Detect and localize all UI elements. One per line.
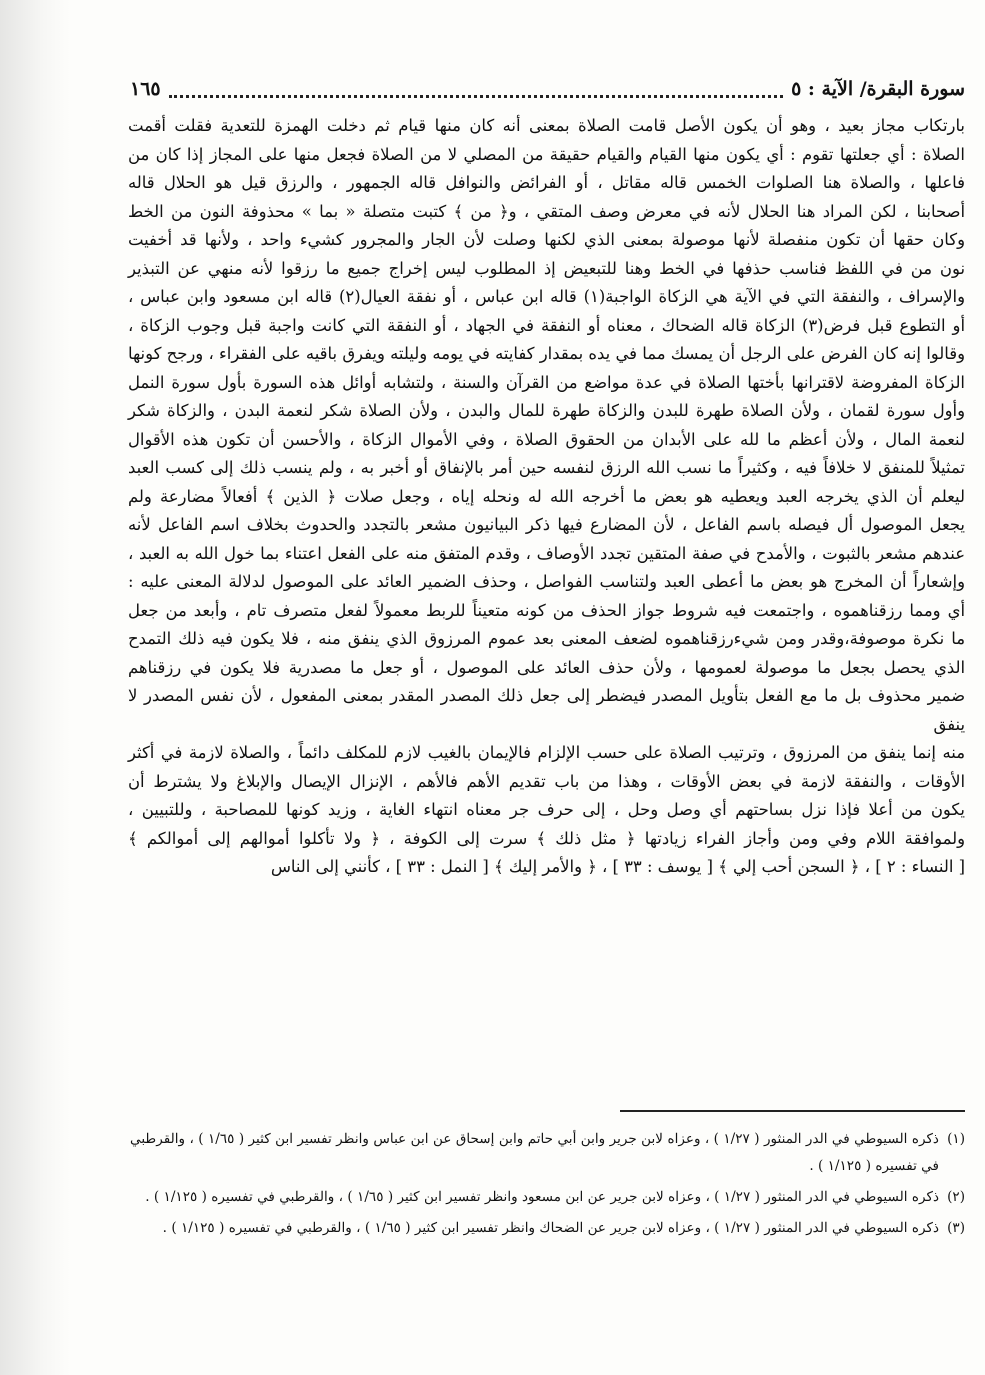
text-line: [ النساء : ٢ ] ، ﴿ السجن أحب إلي ﴾ [ يوسف : ٣٣ ] ، ﴿ والأمر إليك ﴾ [ النمل : ٣٣ ] ، كأنني إلى الناس (270, 857, 965, 876)
text-line: أي ومما رزقناهموه ، واجتمعت فيه شروط جواز الحذف من كونه متعيناً للربط معمولاً لفعل متصرف تام ، وأبعد من جعل (128, 600, 965, 620)
text-line: الذي يحصل بجعل ما موصولة لعمومها ، ولأن حذف العائد على الموصول ، أو جعل ما مصدرية فلا يكون في رزقناهم (128, 657, 965, 677)
text-line: ما نكرة موصوفة،وقدر ومن شيءرزقناهموه لضعف المعنى بعد عموم المرزوق الذي ينفق منه ، فلا يكون فيه ذلك التمدح (128, 629, 965, 648)
footnote-number: (٣) (947, 1220, 965, 1236)
text-line: أصحابنا ، لكن المراد هنا الحلال لأنه في معرض وصف المتقي ، و﴿ من ﴾ كتبت متصلة « بما » محذوفة النون من الخط (128, 201, 965, 221)
footnote-text: ذكره السيوطي في الدر المنثور ( ١/٢٧ ) ، وعزاه لابن جرير وابن أبي حاتم وابن إسحاق عن ابن عباس وانظر تفسير ابن كثير ( ١/٦٥ ) ، والقرطبي في تفسيره ( ١/١٢٥ ) . (130, 1131, 939, 1174)
text-line: وأول سورة لقمان ، ولأن الصلاة طهرة للبدن والزكاة طهرة للمال والبدن ، ولأن الصلاة شكر لنعمة البدن ، والزكاة شكر (128, 401, 965, 420)
text-line: أو التطوع قبل فرض(٣) الزكاة قاله الضحاك ، معناه أو النفقة في الجهاد ، أو النفقة التي كانت واجبة قبل وجوب الزكاة ، (128, 315, 965, 335)
text-line: نون من في اللفظ فناسب حذفها في الخط وهنا للتبعيض إذ المطلوب ليس إخراج جميع ما رزقوا لأنه منهي عن التبذير (128, 258, 966, 278)
text-line: بارتكاب مجاز بعيد ، وهو أن يكون الأصل قامت الصلاة بمعنى أنه كان منها قيام ثم دخلت الهمزة للتعدية فقلت أقمت (128, 116, 965, 135)
text-line: لنعمة المال ، ولأن أعظم ما لله على الأبدان من الحقوق الصلاة ، وفي الأموال الزكاة ، والأحسن أن تكون هذه الأقوال (128, 429, 965, 449)
page-number: ١٦٥ (130, 78, 161, 100)
text-line: ضمير محذوف بل ما مع الفعل بتأويل المصدر فيضطر إلى جعل ذلك المصدر المقدر بمعنى المفعول ، لأن نفس المصدر لا ينفق (128, 686, 965, 734)
text-line: والإسراف ، والنفقة التي في الآية هي الزكاة الواجبة(١) قاله ابن عباس ، أو نفقة العيال(٢) قاله ابن مسعود وابن عباس ، (128, 287, 966, 306)
text-line: الأوقات ، والنفقة لازمة في بعض الأوقات ، وهذا من باب تقديم الأهم فالأهم ، الإنزال الإيصال والإبلاغ ولا يشترط أن (128, 771, 965, 791)
footnote (130, 1126, 965, 1180)
text-line: وقالوا إنه كان الفرض على الرجل أن يمسك مما في يده بمقدار كفايته في يومه وليلته ويفرق باقيه على الفقراء ، ورجح كونها (128, 344, 965, 363)
text-line: وإشعاراً أن المخرج هو بعض ما أعطى العبد ولتناسب الفواصل ، وحذف الضمير العائد على الموصول لدلالة المعنى عليه : (128, 572, 965, 591)
text-line: عندهم مشعر بالثبوت ، والأمدح في صفة المتقين تجدد الأوصاف ، وقدم المتفق منه على الفعل اعتناء بما خول الله به العبد ، (128, 543, 965, 563)
text-line: وكان حقها أن تكون منفصلة لأنها موصولة بمعنى الذي لكنها وصلت لأن الجار والمجرور كشيء واحد ، ولأنها قد أخفيت (128, 230, 965, 249)
text-line: الصلاة : أي جعلتها تقوم : أي يكون منها القيام والقيام حقيقة من المصلي لا من الصلاة فجعل منها على المجاز إذا كان من (128, 144, 965, 164)
footnote-text: ذكره السيوطي في الدر المنثور ( ١/٢٧ ) ، وعزاه لابن جرير عن الضحاك وانظر تفسير ابن كثير ( ١/٦٥ ) ، والقرطبي في تفسيره ( ١/١٢٥ ) . (162, 1220, 939, 1236)
text-line: تمثيلاً للمنفق لا خلافاً فيه ، وكثيراً ما نسب الله الرزق لنفسه حين أمر بالإنفاق أو أخبر به ، ولم ينسب ذلك إلى كسب العبد (128, 458, 965, 477)
surah-title: سورة البقرة/ الآية : ٥ (791, 78, 965, 100)
footnote (130, 1184, 965, 1211)
text-line: الزكاة المفروضة لاقترانها بأختها الصلاة في عدة مواضع من القرآن والسنة ، ولتشابه أوائل هذه السورة بأول سورة النمل (128, 372, 965, 392)
text-line: منه إنما ينفق من المرزوق ، وترتيب الصلاة على حسب الإلزام فالإيمان بالغيب لازم للمكلف دائماً ، والصلاة لازمة في أكثر (128, 743, 965, 762)
text-line: يكون من أعلا فإذا نزل بساحتهم أي وصل وحل ، إلى حرف جر معناه انتهاء الغاية ، وزيد كونها للمصاحبة ، وللتبيين ، (128, 800, 965, 819)
main-text (128, 112, 965, 882)
running-header (130, 74, 965, 104)
text-line: ليعلم أن الذي يخرجه العبد ويعطيه هو بعض ما أخرجه الله له ونحله إياه ، وجعل صلات ﴿ الذين ﴾ أفعالاً مضارعة ولم (128, 486, 965, 506)
text-line: فاعلها ، والصلاة هنا الصلوات الخمس قاله مقاتل ، أو الفرائض والنوافل قاله الجمهور ، والرزق قيل هو الحلال قاله (128, 173, 965, 192)
footnote-number: (٢) (947, 1189, 965, 1205)
text-line: يجعل الموصول أل فيصله باسم الفاعل ، لأن المضارع فيها ذكر البيانيون مشعر بالتجدد والحدوث بخلاف اسم الفاعل لأنه (128, 515, 965, 534)
footnote-number: (١) (947, 1131, 965, 1147)
scan-shadow (0, 0, 70, 1375)
footnote-text: ذكره السيوطي في الدر المنثور ( ١/٢٧ ) ، وعزاه لابن جرير عن ابن مسعود وانظر تفسير ابن كثير ( ١/٦٥ ) ، والقرطبي في تفسيره ( ١/١٢٥ ) . (145, 1189, 939, 1205)
footnote-separator (620, 1110, 965, 1112)
text-line: ولموافقة اللام وفي ومن وأجاز الفراء زيادتها ﴿ مثل ذلك ﴾ سرت إلى الكوفة ، ﴿ ولا تأكلوا أموالهم إلى أموالكم ﴾ (128, 828, 965, 848)
footnote (130, 1215, 965, 1242)
leader-dots (169, 81, 783, 98)
footnotes (130, 1126, 965, 1246)
